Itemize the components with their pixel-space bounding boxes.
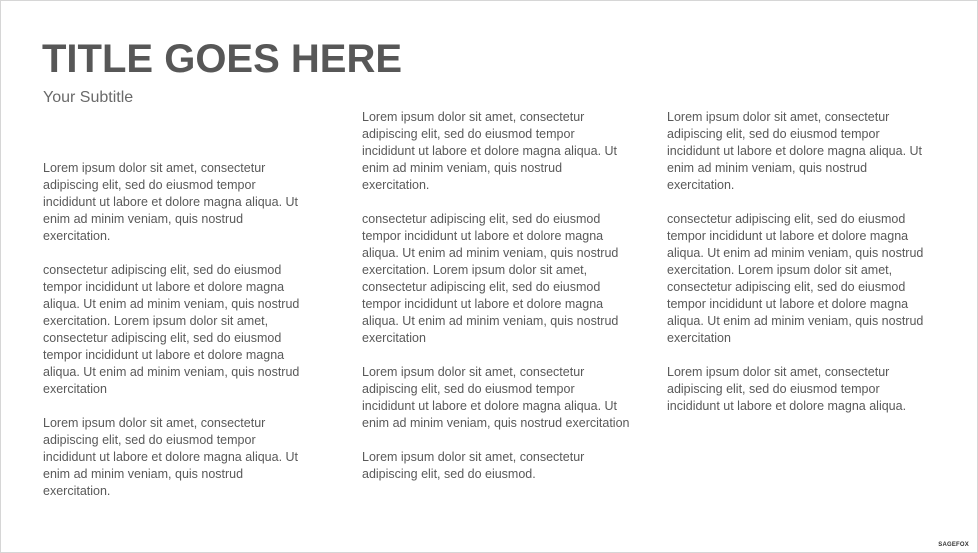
brand-watermark: SAGEFOX bbox=[938, 542, 969, 548]
slide-title: TITLE GOES HERE bbox=[42, 37, 403, 81]
paragraph: Lorem ipsum dolor sit amet, consectetur adipiscing elit, sed do eiusmod tempor incididunt ut labore et dolore magna aliqua. Ut enim ad minim veniam, quis nostrud exercitation bbox=[362, 365, 630, 430]
paragraph: Lorem ipsum dolor sit amet, consectetur adipiscing elit, sed do eiusmod tempor incididunt ut labore et dolore magna aliqua. Ut enim ad minim veniam, quis nostrud exercitation. bbox=[362, 110, 618, 192]
paragraph: consectetur adipiscing elit, sed do eiusmod tempor incididunt ut labore et dolore magna aliqua. Ut enim ad minim veniam, quis nostrud exercitation. Lorem ipsum dolor sit amet, consectetur adipiscing elit, sed do eiusmod tempor incididunt ut labore et dolore magna aliqua. Ut enim ad minim veniam, quis nostrud exercitation bbox=[362, 212, 619, 345]
text-column-1 bbox=[43, 160, 311, 517]
paragraph: Lorem ipsum dolor sit amet, consectetur adipiscing elit, sed do eiusmod. bbox=[362, 450, 585, 481]
paragraph: consectetur adipiscing elit, sed do eiusmod tempor incididunt ut labore et dolore magna aliqua. Ut enim ad minim veniam, quis nostrud exercitation. Lorem ipsum dolor sit amet, consectetur adipiscing elit, sed do eiusmod tempor incididunt ut labore et dolore magna aliqua. Ut enim ad minim veniam, quis nostrud exercitation bbox=[667, 212, 924, 345]
paragraph: Lorem ipsum dolor sit amet, consectetur adipiscing elit, sed do eiusmod tempor incididunt ut labore et dolore magna aliqua. Ut enim ad minim veniam, quis nostrud exercitation. bbox=[43, 161, 299, 243]
paragraph: Lorem ipsum dolor sit amet, consectetur adipiscing elit, sed do eiusmod tempor incididunt ut labore et dolore magna aliqua. Ut enim ad minim veniam, quis nostrud exercitation. bbox=[667, 110, 923, 192]
slide-subtitle: Your Subtitle bbox=[43, 89, 134, 106]
paragraph: Lorem ipsum dolor sit amet, consectetur adipiscing elit, sed do eiusmod tempor incididunt ut labore et dolore magna aliqua. Ut enim ad minim veniam, quis nostrud exercitation. bbox=[43, 416, 299, 498]
text-column-2 bbox=[362, 109, 630, 500]
paragraph: consectetur adipiscing elit, sed do eiusmod tempor incididunt ut labore et dolore magna aliqua. Ut enim ad minim veniam, quis nostrud exercitation. Lorem ipsum dolor sit amet, consectetur adipiscing elit, sed do eiusmod tempor incididunt ut labore et dolore magna aliqua. Ut enim ad minim veniam, quis nostrud exercitation bbox=[43, 263, 300, 396]
text-column-3 bbox=[667, 109, 935, 432]
paragraph: Lorem ipsum dolor sit amet, consectetur adipiscing elit, sed do eiusmod tempor incididunt ut labore et dolore magna aliqua. bbox=[667, 365, 907, 413]
